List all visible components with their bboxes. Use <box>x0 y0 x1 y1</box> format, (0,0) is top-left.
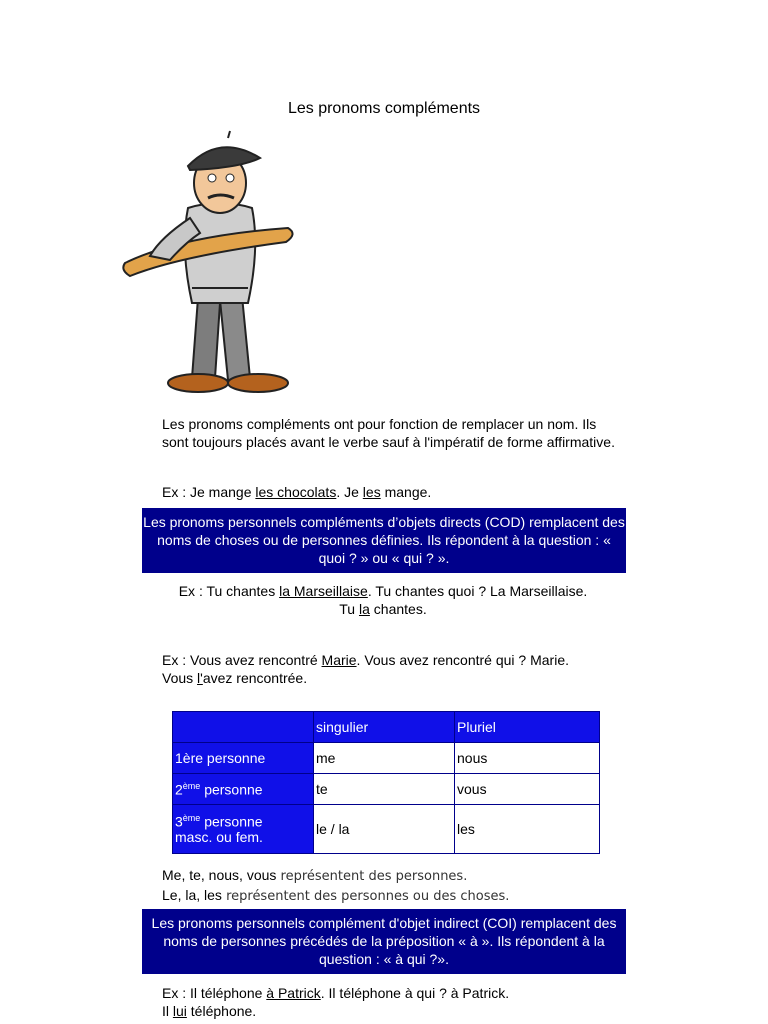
person-cell: 3ème personne masc. ou fem. <box>173 805 314 854</box>
example-2: Ex : Tu chantes la Marseillaise. Tu chantes quoi ? La Marseillaise. Tu la chantes. <box>178 583 588 617</box>
header-cell: singulier <box>314 712 455 743</box>
example-3: Ex : Vous avez rencontré Marie. Vous avez rencontré qui ? Marie. Vous l'avez rencontrée. <box>162 652 569 686</box>
usage-notes: Me, te, nous, vous représentent des personnes. Le, la, les représentent des personnes ou des choses. <box>162 867 510 904</box>
french-man-with-baguette-illustration <box>120 128 300 403</box>
header-cell <box>173 712 314 743</box>
intro-paragraph: Les pronoms compléments ont pour fonction de remplacer un nom. Ils sont toujours placés avant le verbe sauf à l'impératif de forme affirmative. <box>162 416 615 450</box>
table-row <box>173 805 600 854</box>
example-1: Ex : Je mange les chocolats. Je les mange. <box>162 484 432 500</box>
plural-cell: nous <box>455 743 600 774</box>
pronoun-table <box>172 711 600 854</box>
table-header-row <box>173 712 600 743</box>
singular-cell: te <box>314 774 455 805</box>
plural-cell: les <box>455 805 600 854</box>
example-4: Ex : Il téléphone à Patrick. Il téléphone à qui ? à Patrick. Il lui téléphone. <box>162 985 510 1019</box>
plural-cell: vous <box>455 774 600 805</box>
header-cell: Pluriel <box>455 712 600 743</box>
table-row <box>173 743 600 774</box>
table-row <box>173 774 600 805</box>
coi-definition-band: Les pronoms personnels complément d'objet indirect (COI) remplacent des noms de personnes précédés de la préposition « à ». Ils répondent à la question : « à qui ?». <box>142 909 626 974</box>
cod-definition-band: Les pronoms personnels compléments d’objets directs (COD) remplacent des noms de choses ou de personnes définies. Ils répondent à la question : « quoi ? » ou « qui ? ». <box>142 508 626 573</box>
person-cell: 2ème personne <box>173 774 314 805</box>
page-title: Les pronoms compléments <box>287 100 481 117</box>
singular-cell: me <box>314 743 455 774</box>
singular-cell: le / la <box>314 805 455 854</box>
person-cell: 1ère personne <box>173 743 314 774</box>
